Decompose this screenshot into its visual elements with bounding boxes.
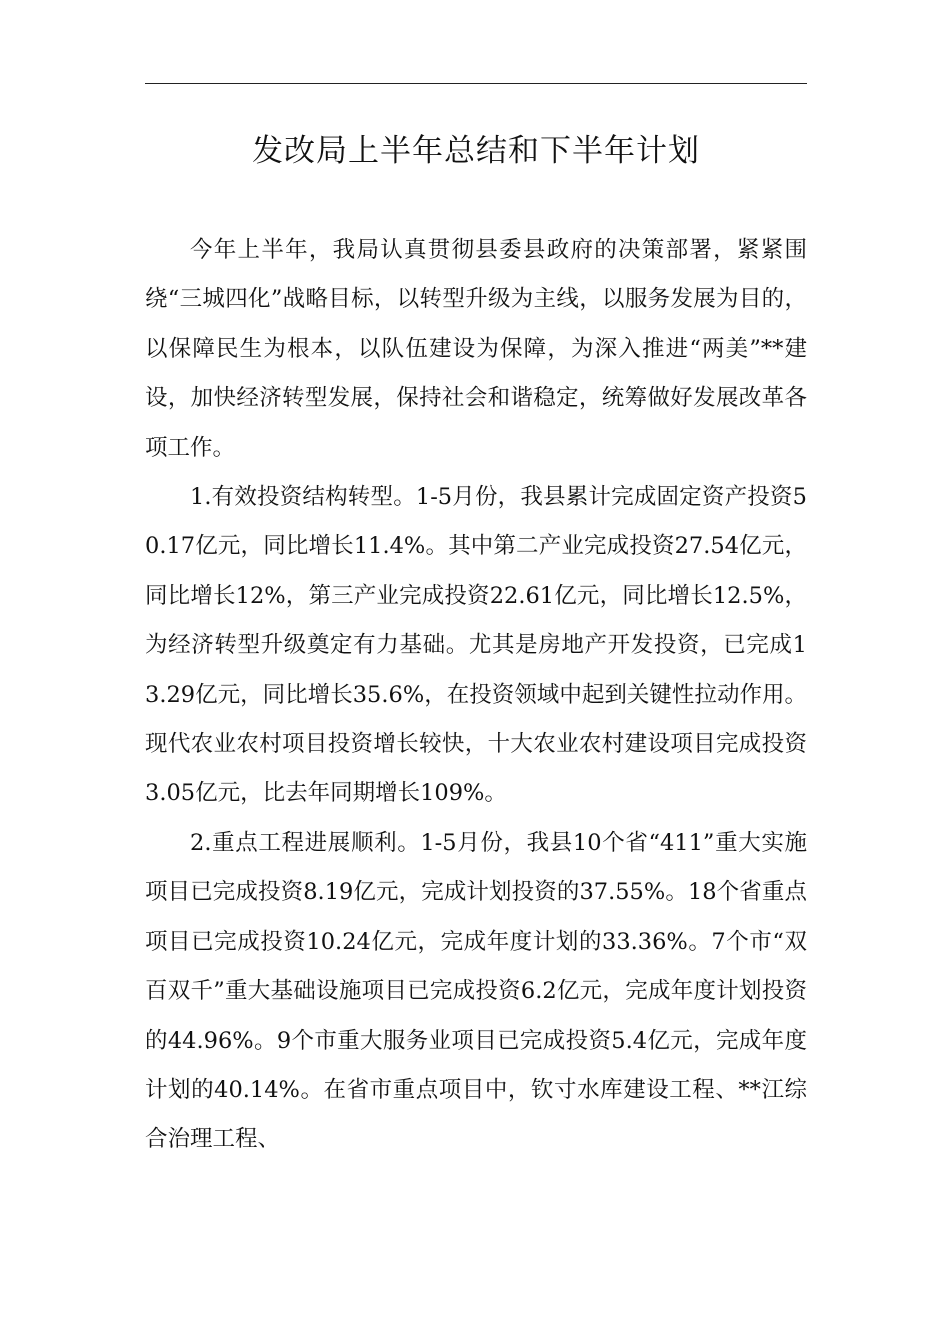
document-title: 发改局上半年总结和下半年计划 — [252, 133, 700, 169]
header-rule — [145, 83, 807, 84]
paragraph-intro: 今年上半年，我局认真贯彻县委县政府的决策部署，紧紧围绕“三城四化”战略目标，以转型升级为主线，以服务发展为目的，以保障民生为根本，以队伍建设为保障，为深入推进“两美”**建设，加快经济转型发展，保持社会和谐稳定，统筹做好发展改革各项工作。 — [145, 237, 807, 461]
paragraph-investment-structure: 1.有效投资结构转型。1-5月份，我县累计完成固定资产投资50.17亿元，同比增长11.4%。其中第二产业完成投资27.54亿元，同比增长12%，第三产业完成投资22.61亿元，同比增长12.5%，为经济转型升级奠定有力基础。尤其是房地产开发投资，已完成13.29亿元，同比增长35.6%，在投资领域中起到关键性拉动作用。现代农业农村项目投资增长较快，十大农业农村建设项目完成投资3.05亿元，比去年同期增长109%。 — [145, 484, 807, 807]
document-body — [145, 226, 807, 1165]
paragraph-key-projects: 2.重点工程进展顺利。1-5月份，我县10个省“411”重大实施项目已完成投资8.19亿元，完成计划投资的37.55%。18个省重点项目已完成投资10.24亿元，完成年度计划的33.36%。7个市“双百双千”重大基础设施项目已完成投资6.2亿元，完成年度计划投资的44.96%。9个市重大服务业项目已完成投资5.4亿元，完成年度计划的40.14%。在省市重点项目中，钦寸水库建设工程、**江综合治理工程、 — [145, 829, 807, 1153]
